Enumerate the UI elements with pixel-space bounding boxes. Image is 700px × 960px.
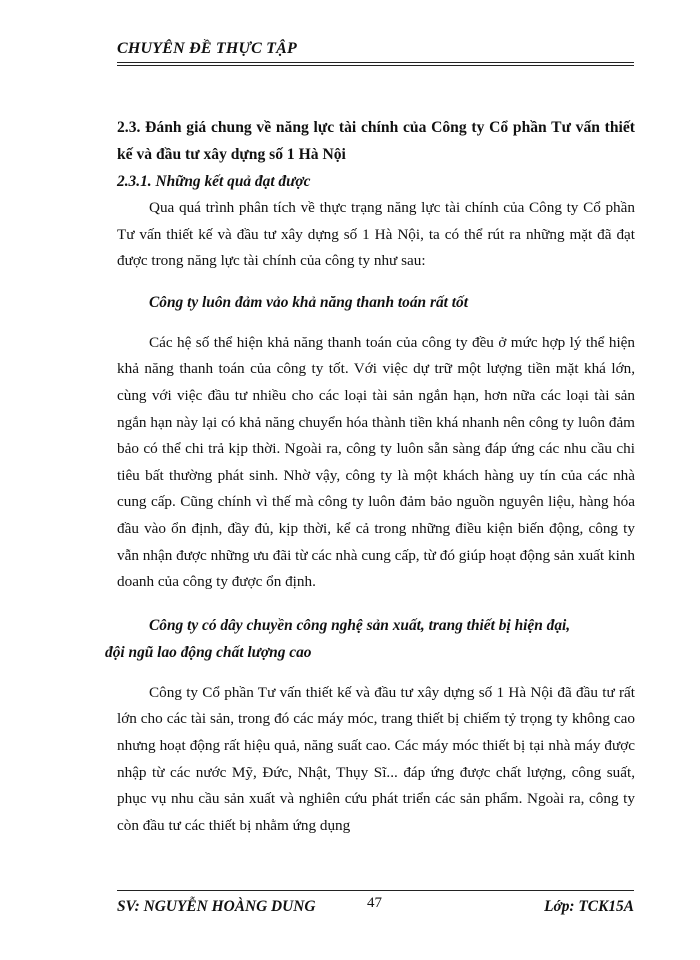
intro-paragraph: Qua quá trình phân tích về thực trạng năng lực tài chính của Công ty Cổ phần Tư vấn thiết kế và đầu tư xây dựng số 1 Hà Nội, ta có thể rút ra những mặt đã đạt được trong năng lực tài chính của công ty như sau: xyxy=(117,199,635,270)
point-2-title-line1: Công ty có dây chuyền công nghệ sản xuất, trang thiết bị hiện đại, xyxy=(149,616,571,634)
subsection-title: 2.3.1. Những kết quả đạt được xyxy=(117,173,311,190)
footer-class: Lớp: TCK15A xyxy=(544,898,634,915)
page-header-title: CHUYÊN ĐỀ THỰC TẬP xyxy=(117,40,298,57)
point-1-title: Công ty luôn đảm vảo khả năng thanh toán rất tốt xyxy=(149,293,469,311)
section-title: 2.3. Đánh giá chung về năng lực tài chính của Công ty Cổ phần Tư vấn thiết kế và đầu tư xây dựng số 1 Hà Nội xyxy=(117,119,635,163)
footer-student-name: SV: NGUYỄN HOÀNG DUNG xyxy=(117,898,316,915)
header-divider xyxy=(117,62,634,63)
point-2-title-line2: đội ngũ lao động chất lượng cao xyxy=(105,643,312,661)
header-divider-thin xyxy=(117,65,634,66)
document-body xyxy=(105,114,635,839)
footer-divider xyxy=(117,890,634,891)
point-2-title xyxy=(105,612,635,666)
point-2-paragraph: Công ty Cổ phần Tư vấn thiết kế và đầu tư xây dựng số 1 Hà Nội đã đầu tư rất lớn cho các tài sản, trong đó các máy móc, trang thiết bị chiếm tỷ trọng ty không cao nhưng hoạt động rất hiệu quả, năng suất cao. Các máy móc thiết bị tại nhà máy được nhập từ các nước Mỹ, Đức, Nhật, Thụy Sĩ... đáp ứng được chất lượng, công suất, phục vụ nhu cầu sản xuất và nghiên cứu phát triển các sản phẩm. Ngoài ra, công ty còn đầu tư các thiết bị nhằm ứng dụng xyxy=(117,683,635,834)
page-number: 47 xyxy=(367,895,382,911)
point-1-paragraph: Các hệ số thể hiện khả năng thanh toán của công ty đều ở mức hợp lý thể hiện khả năng thanh toán của công ty tốt. Với việc dự trữ một lượng tiền mặt khá lớn, cùng với việc đầu tư nhiều cho các loại tài sản ngắn hạn, hơn nữa các loại tài sản ngắn hạn này lại có khả năng chuyển hóa thành tiền khá nhanh nên công ty luôn đảm bảo có thể chi trả kịp thời. Ngoài ra, công ty luôn sẵn sàng đáp ứng các nhu cầu chi tiêu bất thường phát sinh. Nhờ vậy, công ty là một khách hàng uy tín của các nhà cung cấp. Cũng chính vì thế mà công ty luôn đảm bảo nguồn nguyên liệu, hàng hóa đầu vào ổn định, đầy đủ, kịp thời, kể cả trong những điều kiện biến động, công ty vẫn nhận được những ưu đãi từ các nhà cung cấp, từ đó giúp hoạt động sản xuất kinh doanh của công ty được ổn định. xyxy=(117,333,635,591)
